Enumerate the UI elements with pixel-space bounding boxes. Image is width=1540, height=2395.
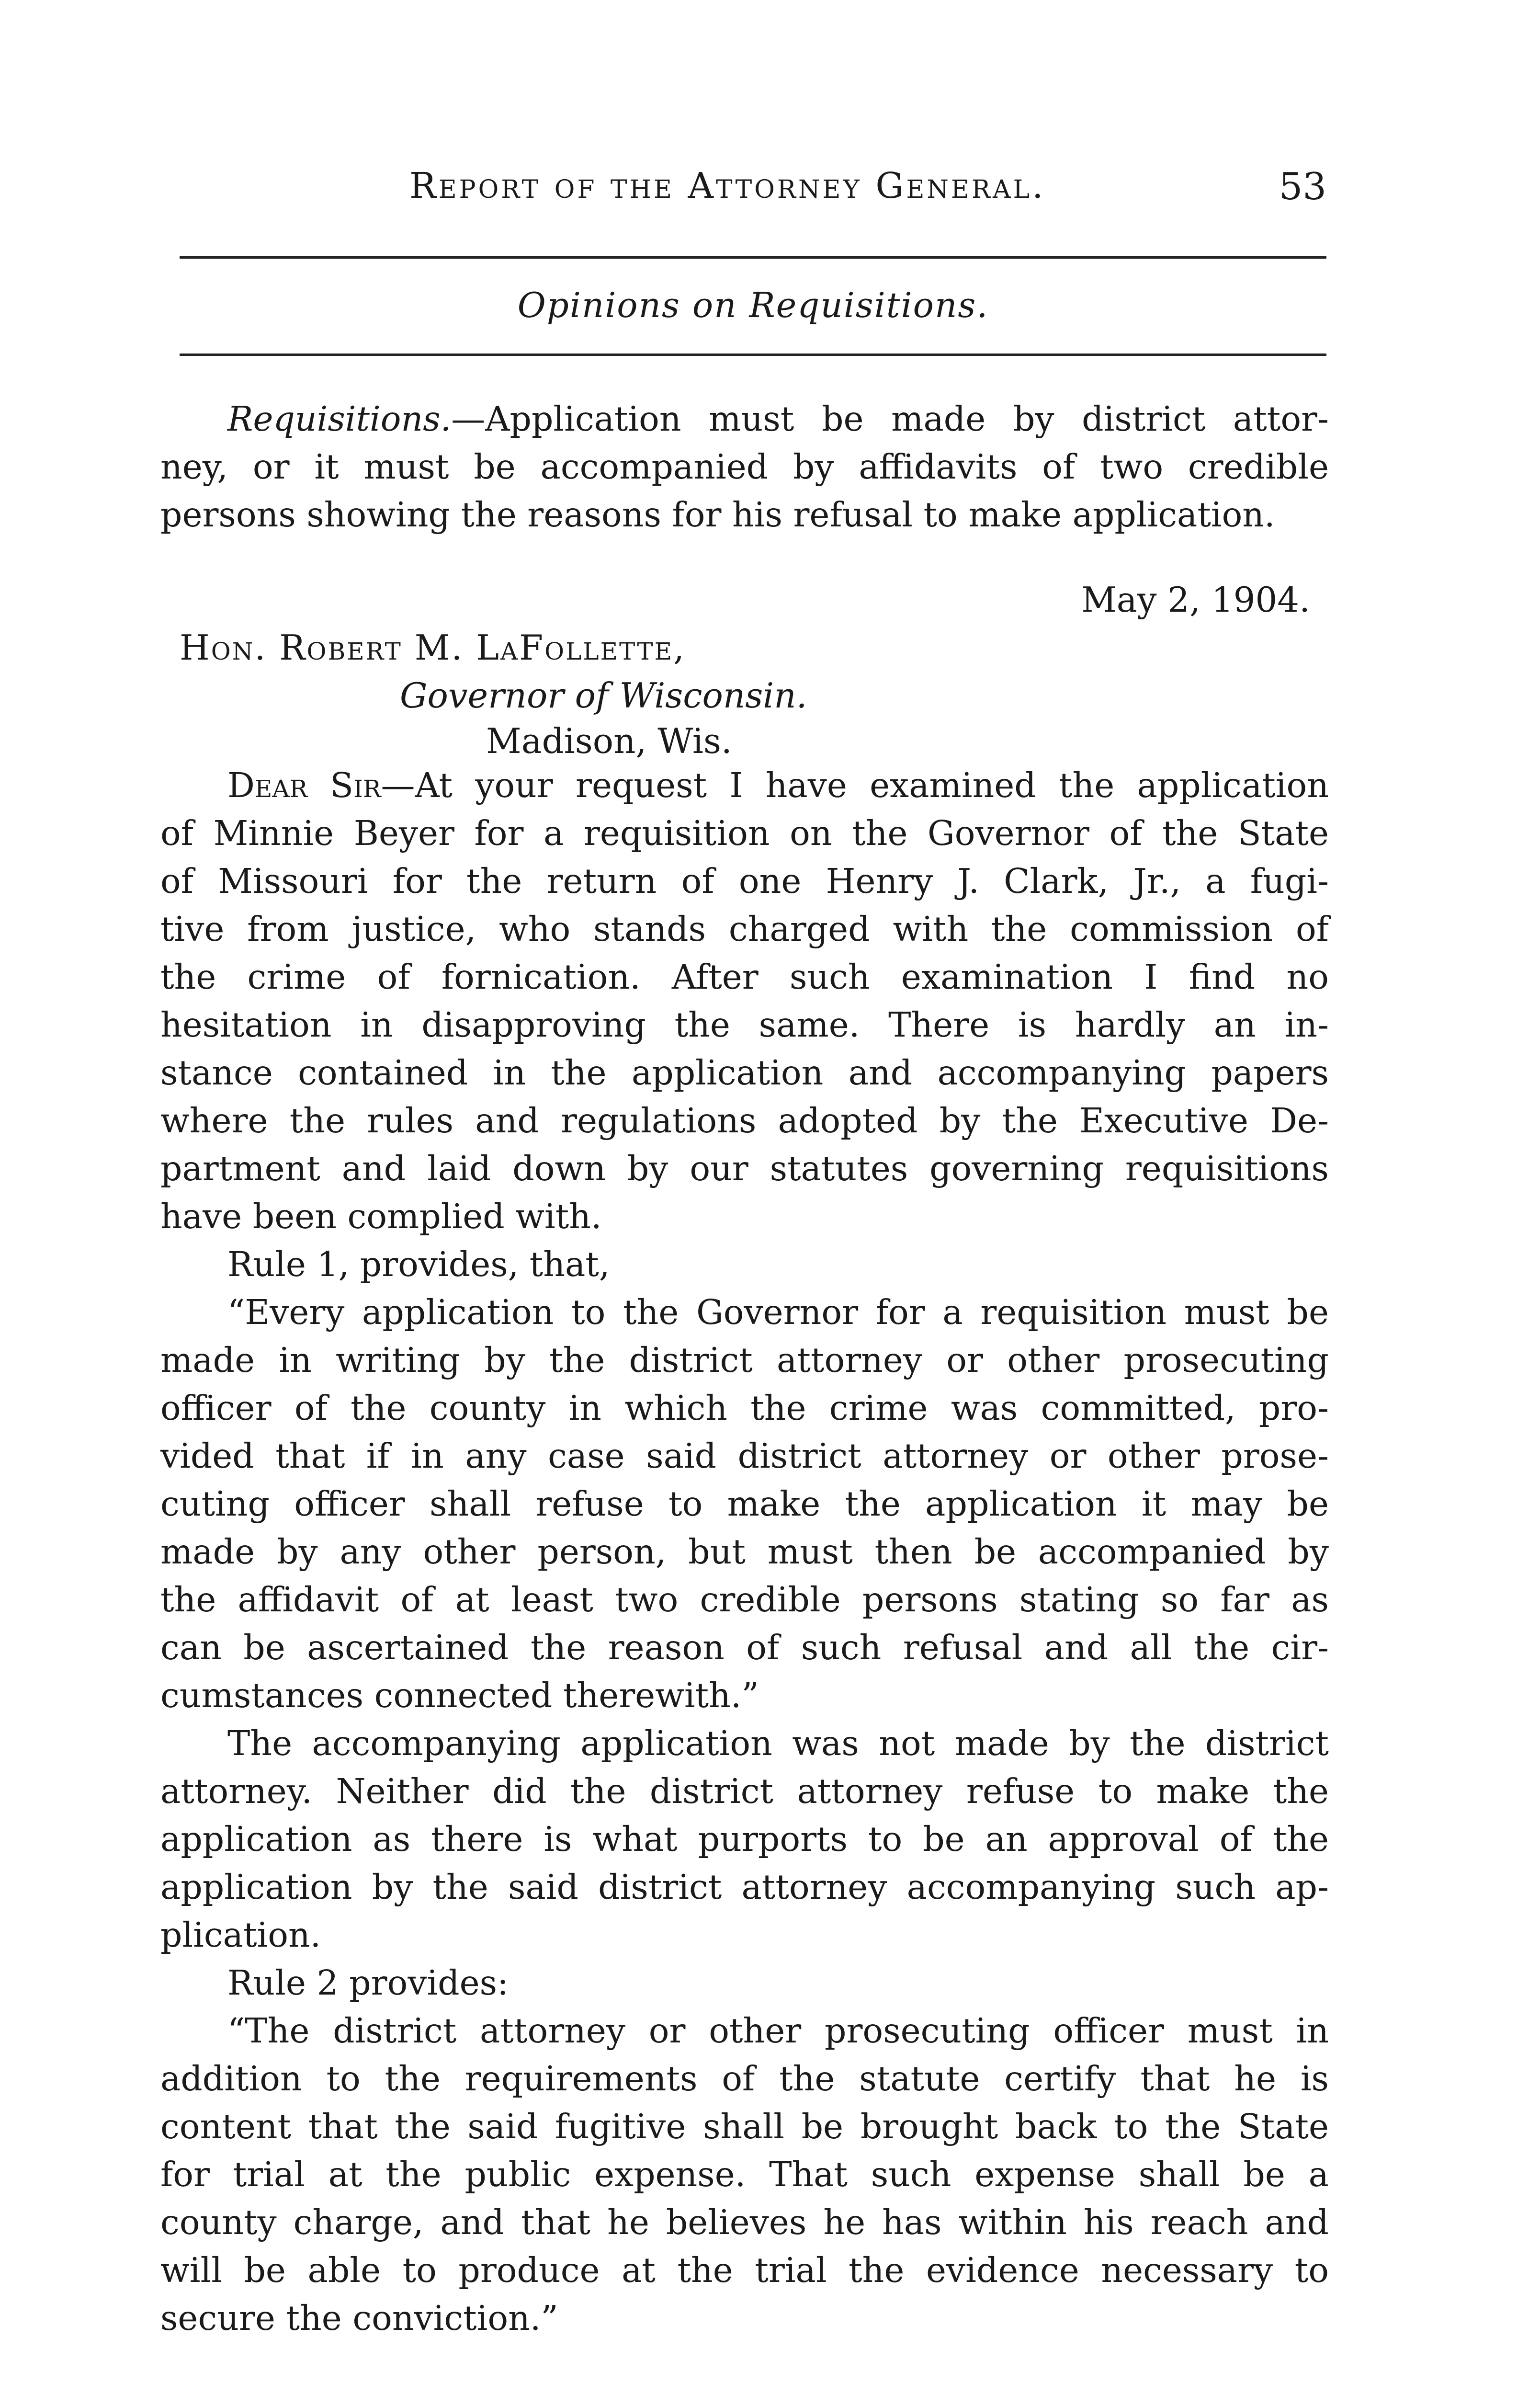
quote-line: addition to the requirements of the statute certify that he is <box>160 2059 1329 2098</box>
page-number: 53 <box>1279 165 1326 208</box>
body-line: of Missouri for the return of one Henry J. Clark, Jr., a fugi- <box>160 861 1329 901</box>
quote-line: cumstances connected therewith.” <box>160 1676 759 1715</box>
quote-line: cuting officer shall refuse to make the application it may be <box>160 1484 1329 1524</box>
rule1-intro: Rule 1, provides, that, <box>227 1244 610 1284</box>
running-title: Report of the Attorney General. <box>409 165 1046 206</box>
section-title: Opinions on Requisitions. <box>517 285 989 325</box>
quote-line: for trial at the public expense. That such expense shall be a <box>160 2155 1329 2194</box>
rule2-intro: Rule 2 provides: <box>227 1963 509 2003</box>
body-line-text: —At your request I have examined the application <box>381 765 1329 805</box>
body-line: have been complied with. <box>160 1197 602 1236</box>
body-line: attorney. Neither did the district attorney refuse to make the <box>160 1771 1329 1811</box>
headnote <box>160 395 1329 539</box>
headnote-line1-text: —Application must be made by district attor- <box>451 399 1329 439</box>
body-line: plication. <box>160 1915 321 1955</box>
body-line <box>160 762 1329 810</box>
quote-line: will be able to produce at the trial the evidence necessary to <box>160 2250 1329 2290</box>
addressee-title: Governor of Wisconsin. <box>400 675 807 716</box>
letter-body <box>160 762 1329 2342</box>
quote-line: officer of the county in which the crime was committed, pro- <box>160 1388 1329 1428</box>
body-line: partment and laid down by our statutes governing requisitions <box>160 1149 1329 1188</box>
body-line: application by the said district attorney accompanying such ap- <box>160 1867 1329 1907</box>
headnote-line: ney, or it must be accompanied by affidavits of two credible <box>160 447 1329 487</box>
quote-line: can be ascertained the reason of such refusal and all the cir- <box>160 1628 1329 1667</box>
body-line: where the rules and regulations adopted by the Executive De- <box>160 1101 1329 1140</box>
body-line: stance contained in the application and accompanying papers <box>160 1053 1329 1093</box>
addressee-city: Madison, Wis. <box>486 721 732 761</box>
body-line: hesitation in disapproving the same. There is hardly an in- <box>160 1005 1329 1045</box>
quote-line: made by any other person, but must then be accompanied by <box>160 1532 1329 1572</box>
headnote-line: persons showing the reasons for his refusal to make application. <box>160 495 1275 535</box>
letter-date: May 2, 1904. <box>1081 580 1310 620</box>
section-rule-top <box>180 256 1326 259</box>
quote-line: the affidavit of at least two credible persons stating so far as <box>160 1580 1329 1619</box>
quote-line: content that the said fugitive shall be brought back to the State <box>160 2107 1329 2146</box>
salutation: Dear Sir <box>227 765 381 805</box>
quote-line: secure the conviction.” <box>160 2298 558 2338</box>
addressee-name: Hon. Robert M. LaFollette, <box>180 627 686 668</box>
quote-line: made in writing by the district attorney or other prosecuting <box>160 1340 1329 1380</box>
running-head <box>180 165 1326 218</box>
body-line: of Minnie Beyer for a requisition on the Governor of the State <box>160 813 1329 853</box>
body-line: the crime of fornication. After such examination I find no <box>160 957 1329 997</box>
headnote-lead: Requisitions. <box>227 399 452 439</box>
body-line: tive from justice, who stands charged with the commission of <box>160 909 1329 949</box>
quote-line: “Every application to the Governor for a requisition must be <box>227 1292 1329 1332</box>
body-line: The accompanying application was not made by the district <box>227 1723 1329 1763</box>
body-line: application as there is what purports to be an approval of the <box>160 1819 1329 1859</box>
quote-line: county charge, and that he believes he has within his reach and <box>160 2202 1329 2242</box>
quote-line: “The district attorney or other prosecuting officer must in <box>227 2011 1329 2051</box>
section-rule-bottom <box>180 354 1326 356</box>
quote-line: vided that if in any case said district attorney or other prose- <box>160 1436 1329 1476</box>
headnote-line <box>160 395 1329 443</box>
